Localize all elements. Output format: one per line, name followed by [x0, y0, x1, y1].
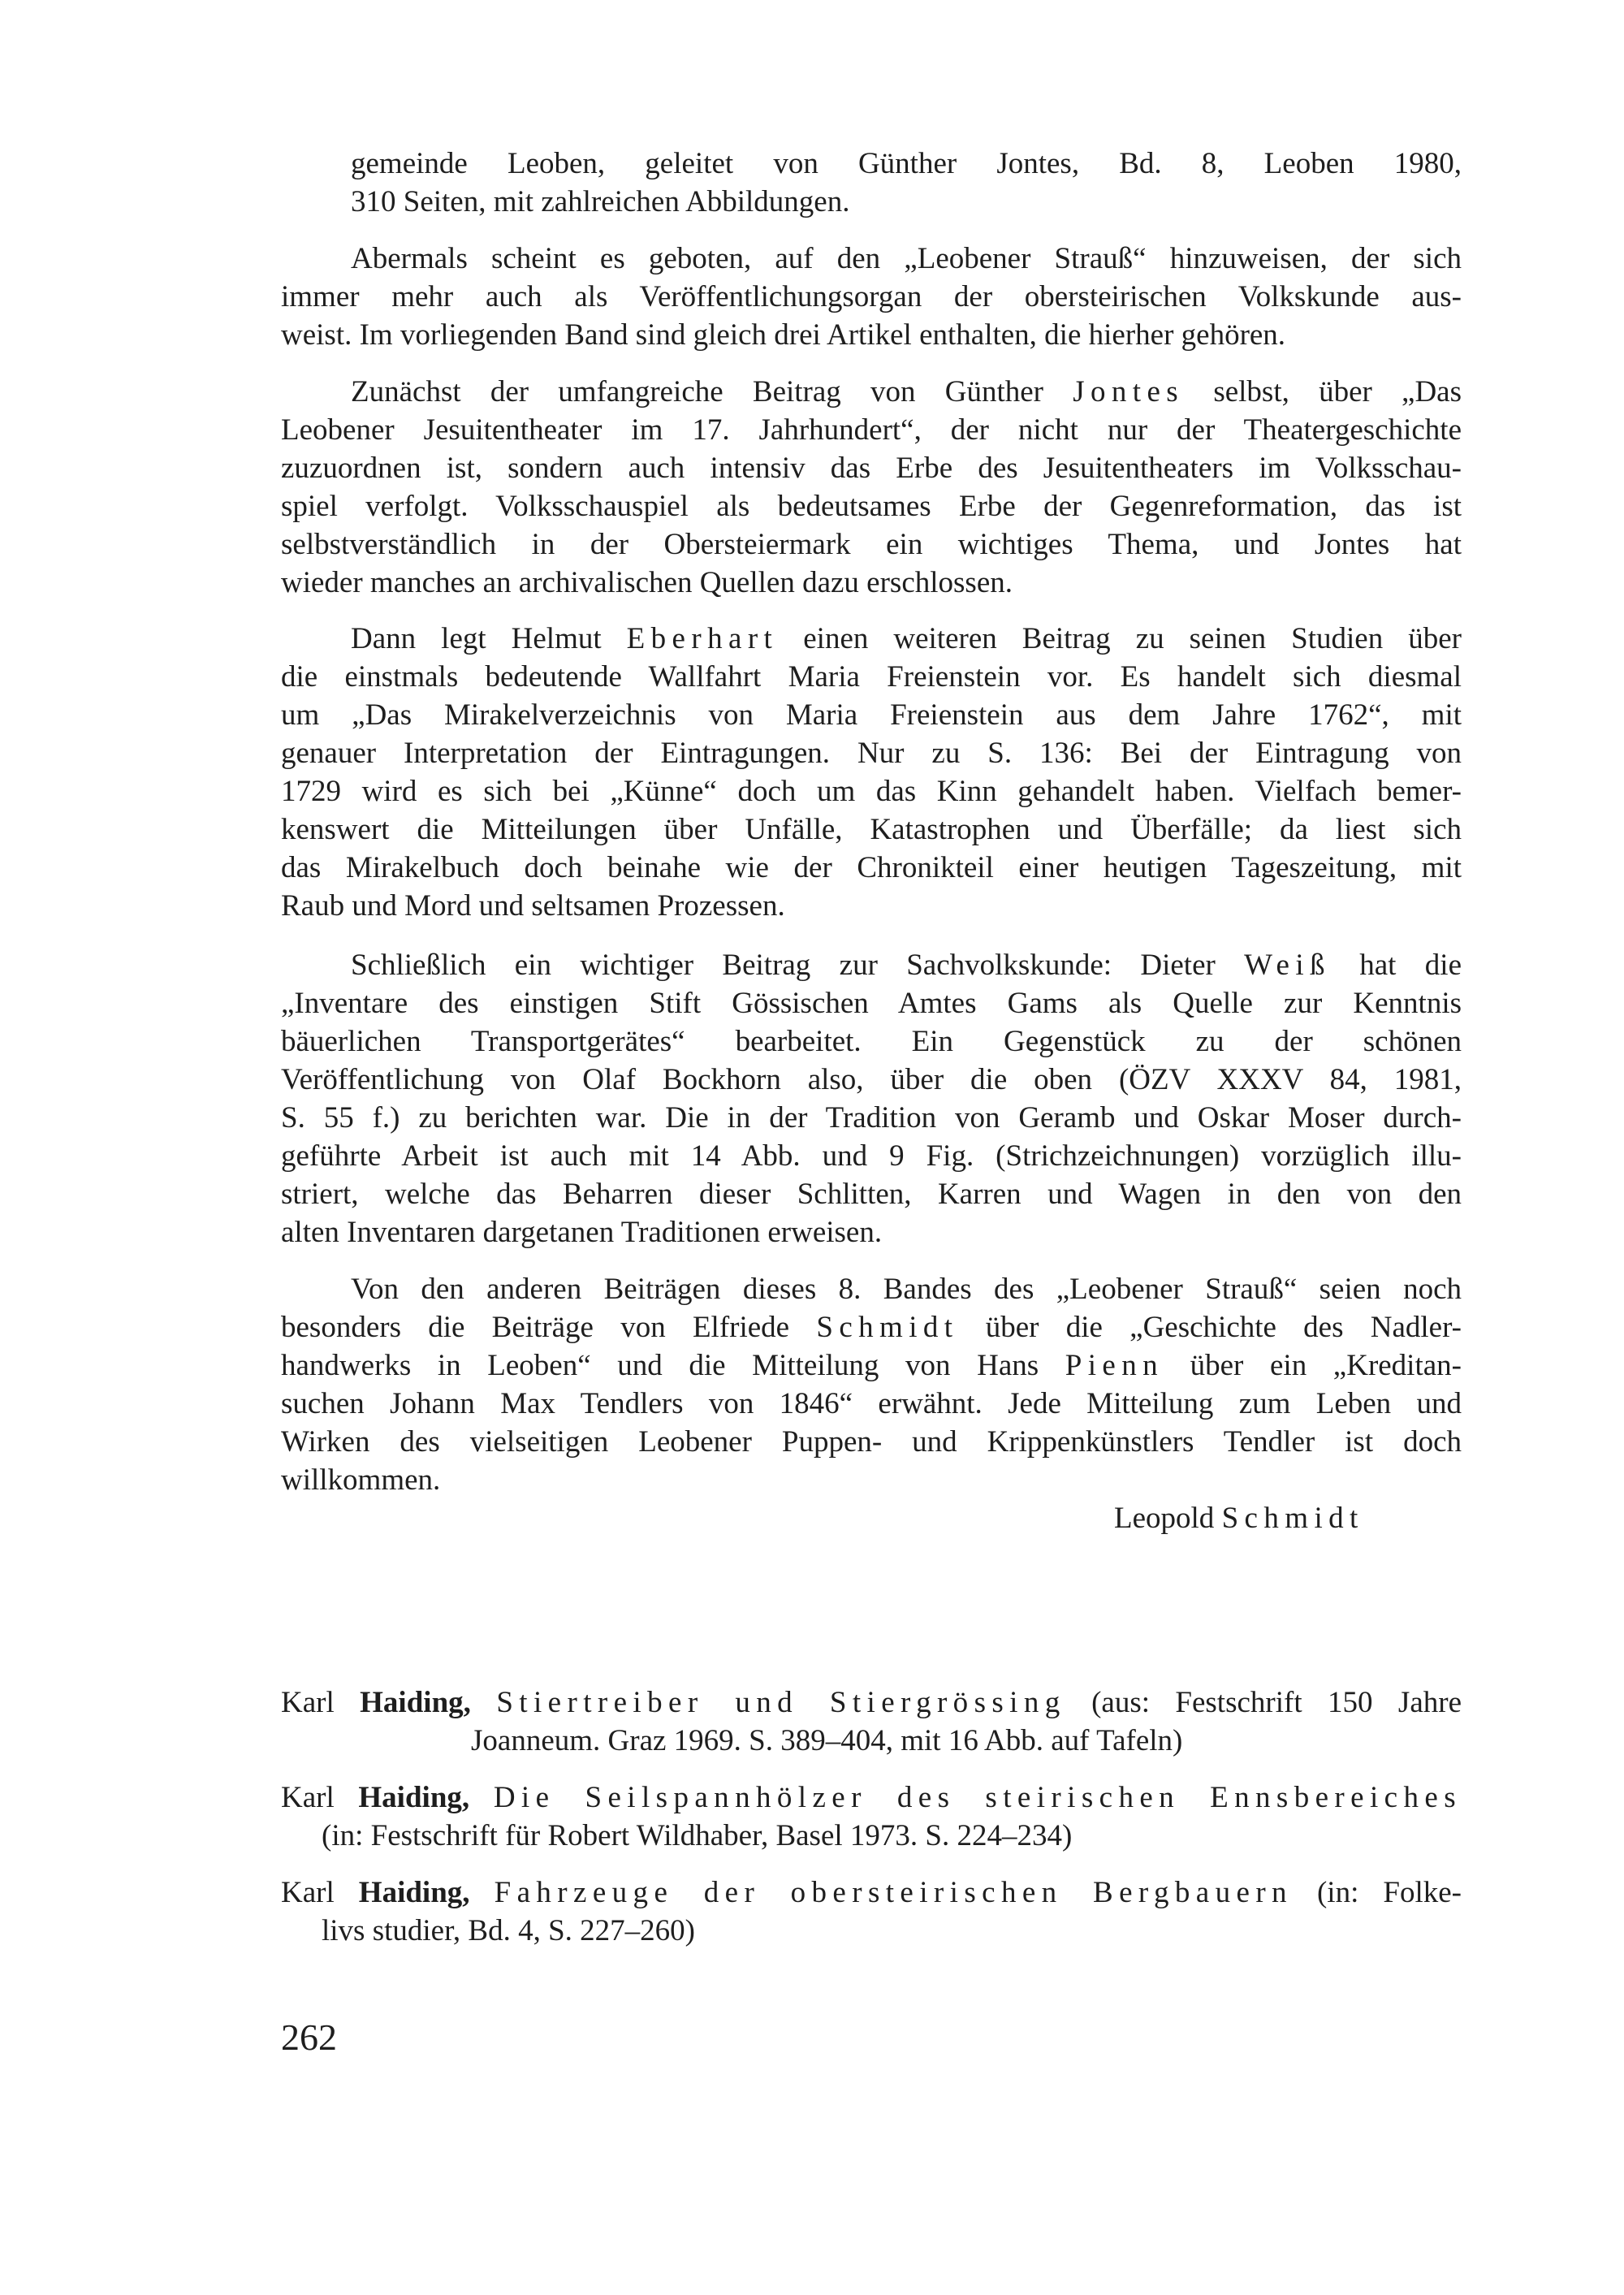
- text-line: [281, 449, 1462, 487]
- text-line: [281, 734, 1462, 772]
- signature-last: Schmidt: [1221, 1502, 1364, 1535]
- text-segment: spiel verfolgt. Volksschauspiel als bedeutsames Erbe der Gegenreformation, das ist: [281, 490, 1462, 523]
- reference-continuation: livs studier, Bd. 4, S. 227–260): [322, 1914, 696, 1947]
- text-line: [281, 1022, 1462, 1061]
- author-first: Karl: [281, 1876, 359, 1909]
- text-line: [281, 1213, 1462, 1251]
- text-line: [281, 1385, 1462, 1423]
- text-segment: genauer Interpretation der Eintragungen. Nur zu S. 136: Bei der Eintragung von: [281, 737, 1462, 770]
- text-segment: Leobener Jesuitentheater im 17. Jahrhundert“, der nicht nur der Theatergeschichte: [281, 413, 1462, 447]
- text-segment: selbst, über „Das: [1184, 375, 1462, 408]
- text-segment: über die „Geschichte des Nadler-: [958, 1311, 1462, 1344]
- spaced-name: Pienn: [1065, 1349, 1164, 1382]
- text-segment: einen weiteren Beitrag zu seinen Studien über: [778, 622, 1462, 655]
- author-last: Haiding,: [358, 1876, 470, 1909]
- text-segment: immer mehr auch als Veröffentlichungsorgan der obersteirischen Volkskunde aus-: [281, 280, 1462, 313]
- text-line: [281, 316, 1462, 354]
- text-line: [281, 278, 1462, 316]
- text-line: [281, 696, 1462, 734]
- reference-entry: [281, 1874, 1462, 1950]
- text-segment: besonders die Beiträge von Elfriede: [281, 1311, 817, 1344]
- spaced-name: Eberhart: [626, 622, 779, 655]
- text-segment: Dann legt Helmut: [351, 622, 627, 655]
- reference-details: (in: Folke-: [1292, 1876, 1462, 1909]
- text-segment: 310 Seiten, mit zahlreichen Abbildungen.: [351, 185, 850, 218]
- signature-first: Leopold: [1114, 1502, 1222, 1535]
- text-line: [281, 240, 1462, 278]
- text-segment: handwerks in Leoben“ und die Mitteilung von Hans: [281, 1349, 1065, 1382]
- paragraph: [281, 373, 1462, 602]
- page-number: 262: [281, 2016, 337, 2058]
- text-line: [281, 1308, 1462, 1346]
- text-line: [351, 145, 1462, 183]
- text-segment: Veröffentlichung von Olaf Bockhorn also, über die oben (ÖZV XXXV 84, 1981,: [281, 1063, 1462, 1096]
- text-line: [281, 373, 1462, 411]
- text-segment: um „Das Mirakelverzeichnis von Maria Freienstein aus dem Jahre 1762“, mit: [281, 698, 1462, 732]
- text-line: [281, 411, 1462, 449]
- text-segment: 1729 wird es sich bei „Künne“ doch um das Kinn gehandelt haben. Vielfach bemer-: [281, 775, 1462, 808]
- text-line: [281, 1137, 1462, 1175]
- text-segment: die einstmals bedeutende Wallfahrt Maria Freienstein vor. Es handelt sich diesmal: [281, 660, 1462, 694]
- text-segment: gemeinde Leoben, geleitet von Günther Jontes, Bd. 8, Leoben 1980,: [351, 147, 1462, 180]
- text-line: [281, 1270, 1462, 1308]
- text-segment: hat die: [1330, 949, 1462, 982]
- paragraph: [281, 240, 1462, 354]
- text-segment: zuzuordnen ist, sondern auch intensiv das Erbe des Jesuitentheaters im Volksschau-: [281, 452, 1462, 485]
- text-segment: Abermals scheint es geboten, auf den „Leobener Strauß“ hinzuweisen, der sich: [351, 242, 1462, 275]
- text-line: [281, 1061, 1462, 1099]
- text-line: [281, 1175, 1462, 1213]
- text-segment: Wirken des vielseitigen Leobener Puppen- und Krippenkünstlers Tendler ist doch: [281, 1425, 1462, 1459]
- text-line: [281, 1423, 1462, 1461]
- reference-first-line: [281, 1874, 1462, 1912]
- text-segment: bäuerlichen Transportgerätes“ bearbeitet. Ein Gegenstück zu der schönen: [281, 1025, 1462, 1058]
- author-last: Haiding,: [358, 1781, 470, 1814]
- text-line: [281, 525, 1462, 564]
- text-line: [281, 772, 1462, 810]
- reference-first-line: [281, 1683, 1462, 1722]
- text-segment: S. 55 f.) zu berichten war. Die in der Tradition von Geramb und Oskar Moser durch-: [281, 1101, 1462, 1135]
- author-first: Karl: [281, 1686, 361, 1719]
- text-line: [281, 1346, 1462, 1385]
- text-line: [281, 487, 1462, 525]
- paragraph: [281, 620, 1462, 925]
- text-line: [281, 946, 1462, 984]
- text-segment: alten Inventaren dargetanen Traditionen erweisen.: [281, 1216, 883, 1249]
- paragraph-citation-continuation: [351, 145, 1462, 221]
- spaced-name: Weiß: [1244, 949, 1331, 982]
- signature: [1114, 1499, 1462, 1537]
- reference-title: Fahrzeuge der obersteirischen Bergbauern: [494, 1876, 1293, 1909]
- author-first: Karl: [281, 1781, 359, 1814]
- paragraph: [281, 946, 1462, 1251]
- reference-title: Die Seilspannhölzer des steirischen Ennsbereiches: [493, 1781, 1462, 1814]
- text-segment: Schließlich ein wichtiger Beitrag zur Sachvolkskunde: Dieter: [351, 949, 1245, 982]
- text-segment: willkommen.: [281, 1463, 441, 1497]
- text-segment: kenswert die Mitteilungen über Unfälle, Katastrophen und Überfälle; da liest sich: [281, 813, 1462, 846]
- paragraph: [281, 1270, 1462, 1499]
- text-line: [281, 810, 1462, 849]
- text-line: [281, 620, 1462, 658]
- text-segment: Raub und Mord und seltsamen Prozessen.: [281, 889, 785, 923]
- reference-first-line: [281, 1779, 1462, 1817]
- reference-title: Stiertreiber und Stiergrössing: [496, 1686, 1066, 1719]
- reference-continuation: (in: Festschrift für Robert Wildhaber, Basel 1973. S. 224–234): [322, 1819, 1073, 1852]
- text-line: [281, 849, 1462, 887]
- reference-details: (aus: Festschrift 150 Jahre: [1065, 1686, 1462, 1719]
- text-segment: „Inventare des einstigen Stift Gössischen Amtes Gams als Quelle zur Kenntnis: [281, 987, 1462, 1020]
- text-line: [281, 658, 1462, 696]
- text-segment: selbstverständlich in der Obersteiermark ein wichtiges Thema, und Jontes hat: [281, 528, 1462, 561]
- reference-entry: [281, 1683, 1462, 1760]
- text-line: [281, 1461, 1462, 1499]
- text-segment: das Mirakelbuch doch beinahe wie der Chronikteil einer heutigen Tageszeitung, mit: [281, 851, 1462, 884]
- text-line: [281, 887, 1462, 925]
- spaced-name: Jontes: [1073, 375, 1185, 408]
- text-line: [281, 984, 1462, 1022]
- text-segment: geführte Arbeit ist auch mit 14 Abb. und 9 Fig. (Strichzeichnungen) vorzüglich illu-: [281, 1139, 1462, 1173]
- reference-entry: [281, 1779, 1462, 1855]
- text-line: [281, 564, 1462, 602]
- text-segment: über ein „Kreditan-: [1164, 1349, 1462, 1382]
- text-segment: suchen Johann Max Tendlers von 1846“ erwähnt. Jede Mitteilung zum Leben und: [281, 1387, 1462, 1420]
- reference-continuation: Joanneum. Graz 1969. S. 389–404, mit 16 Abb. auf Tafeln): [471, 1724, 1183, 1757]
- text-line: [281, 1099, 1462, 1137]
- text-line: [351, 183, 1462, 221]
- text-segment: weist. Im vorliegenden Band sind gleich drei Artikel enthalten, die hierher gehören.: [281, 318, 1286, 352]
- spaced-name: Schmidt: [816, 1311, 959, 1344]
- author-last: Haiding,: [360, 1686, 471, 1719]
- text-segment: striert, welche das Beharren dieser Schlitten, Karren und Wagen in den von den: [281, 1178, 1462, 1211]
- text-segment: Zunächst der umfangreiche Beitrag von Günther: [351, 375, 1073, 408]
- text-segment: wieder manches an archivalischen Quellen dazu erschlossen.: [281, 566, 1013, 599]
- text-segment: Von den anderen Beiträgen dieses 8. Bandes des „Leobener Strauß“ seien noch: [351, 1273, 1462, 1306]
